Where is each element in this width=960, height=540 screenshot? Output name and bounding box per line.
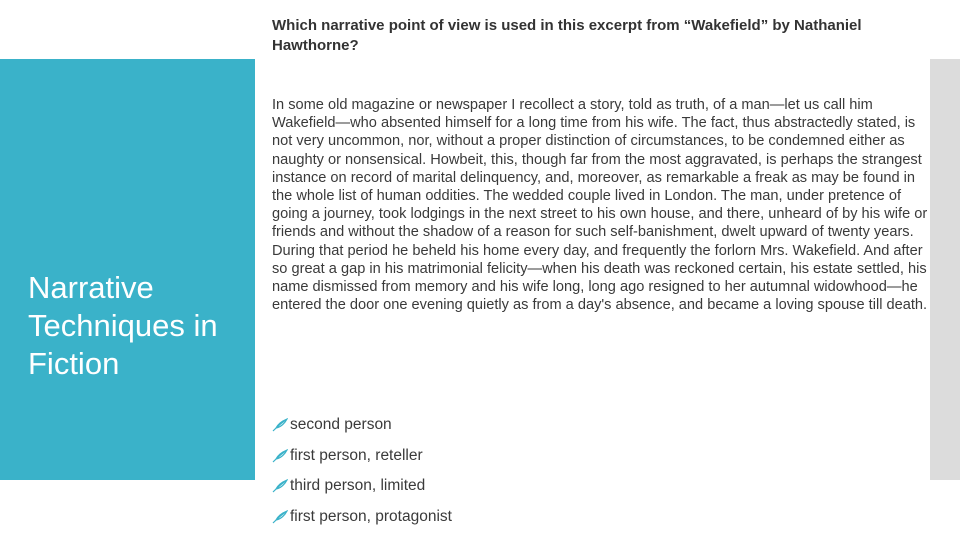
option-label: first person, reteller	[290, 446, 423, 464]
teal-side-panel	[0, 59, 255, 480]
feather-bullet-icon	[272, 418, 288, 432]
slide-title: Narrative Techniques in Fiction	[28, 270, 218, 381]
option-label: third person, limited	[290, 477, 426, 495]
excerpt-text: In some old magazine or newspaper I recollect a story, told as truth, of a man—let us call him Wakefield—who absented himself for a long time from his wife. The fact, thus abstractedly stated, is not very uncommon, nor, without a proper distinction of circumstances, to be condemned either as naughty or nonsensical. Howbeit, this, though far from the most aggravated, is perhaps the strangest instance on record of marital delinquency, and, moreover, as remarkable a freak as may be found in the whole list of human oddities. The wedded couple lived in London. The man, under pretence of going a journey, took lodgings in the next street to his own house, and there, unheard of by his wife or friends and without the shadow of a reason for such self-banishment, dwelt upward of twenty years. During that period he beheld his home every day, and frequently the forlorn Mrs. Wakefield. And after so great a gap in his matrimonial felicity—when his death was reckoned certain, his estate settled, his name dismissed from memory and his wife long, long ago resigned to her autumnal widowhood—he entered the door one evening quietly as from a day's absence, and became a loving spouse till death.	[272, 97, 928, 314]
option-third-person-limited[interactable]	[272, 471, 452, 502]
option-second-person[interactable]	[272, 410, 452, 441]
feather-bullet-icon	[272, 479, 288, 493]
gray-side-bar	[930, 59, 960, 480]
option-label: second person	[290, 416, 392, 434]
option-first-person-protagonist[interactable]	[272, 502, 452, 533]
option-first-person-reteller[interactable]	[272, 441, 452, 472]
feather-bullet-icon	[272, 510, 288, 524]
answer-options	[272, 410, 452, 532]
question-text: Which narrative point of view is used in this excerpt from “Wakefield” by Nathaniel Hawthorne?	[272, 17, 862, 54]
feather-bullet-icon	[272, 449, 288, 463]
option-label: first person, protagonist	[290, 507, 452, 525]
